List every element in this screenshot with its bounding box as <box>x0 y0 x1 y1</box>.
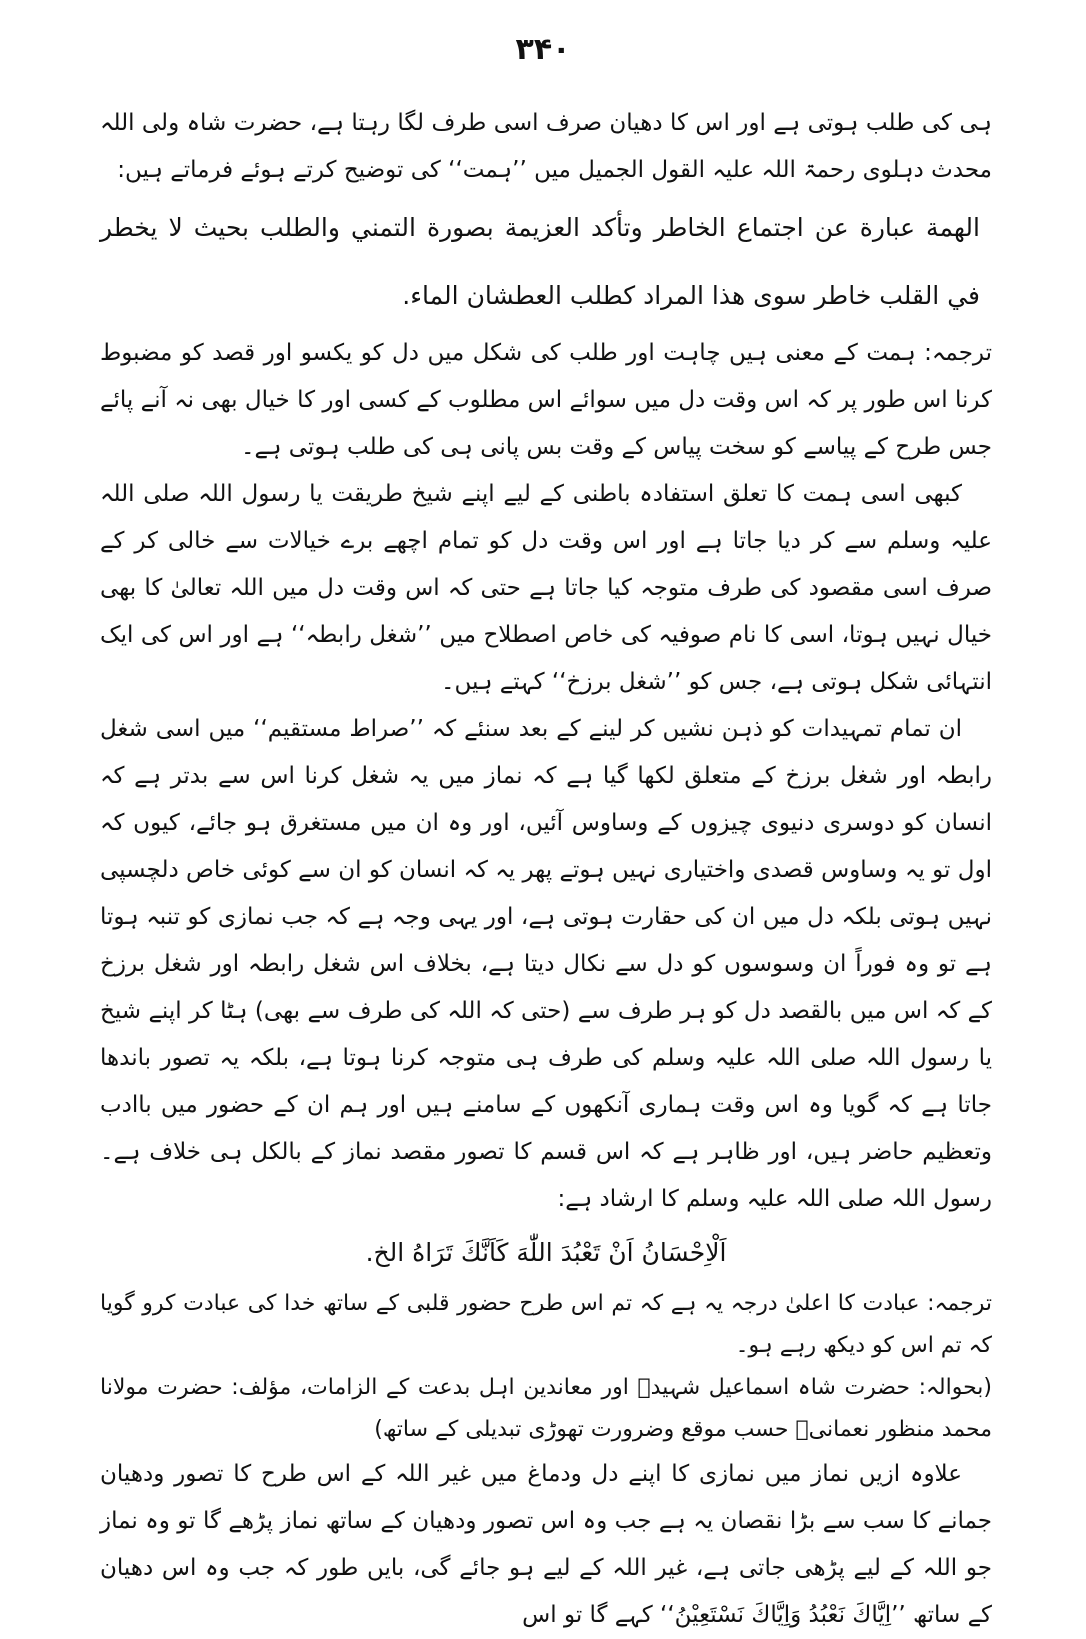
paragraph-rabita: کبھی اسی ہمت کا تعلق استفادہ باطنی کے لیے اپنے شیخ طریقت یا رسول اللہ صلی اللہ علیہ وسلم سے کر دیا جاتا ہے اور اس وقت دل کو تمام اچھے برے خیالات سے خالی کر کے صرف اسی مقصود کی طرف متوجہ کیا جاتا ہے حتی کہ اس وقت دل میں اللہ تعالیٰ کا بھی خیال نہیں ہوتا، اسی کا نام صوفیہ کی خاص اصطلاح میں ’’شغل رابطہ‘‘ ہے اور اس کی ایک انتہائی شکل ہوتی ہے، جس کو ’’شغل برزخ‘‘ کہتے ہیں۔ <box>100 481 992 695</box>
reference-note: (بحوالہ: حضرت شاہ اسماعیل شہیدؒ اور معاندین اہل بدعت کے الزامات، مؤلف: حضرت مولانا محمد منظور نعمانیؒ حسب موقع وضرورت تھوڑی تبدیلی کے ساتھ) <box>100 1375 992 1442</box>
page-body <box>100 100 992 1639</box>
hadith-quote: اَلْاِحْسَانُ اَنْ تَعْبُدَ اللّٰهَ كَاَنَّكَ تَرَاهُ الخ. <box>365 1238 727 1267</box>
paragraph-conclusion: علاوہ ازیں نماز میں نمازی کا اپنے دل ودماغ میں غیر اللہ کے اس طرح کا تصور ودھیان جمانے کا سب سے بڑا نقصان یہ ہے جب وہ اس تصور ودھیان کے ساتھ نماز پڑھے گا تو وہ نماز جو اللہ کے لیے پڑھی جاتی ہے، غیر اللہ کے لیے ہو جائے گی، بایں طور کہ جب وہ اس دھیان کے ساتھ ’’اِيَّاكَ نَعْبُدُ وَاِيَّاكَ نَسْتَعِيْنُ‘‘ کہے گا تو اس <box>100 1461 992 1628</box>
hadith-translation: ترجمہ: عبادت کا اعلیٰ درجہ یہ ہے کہ تم اس طرح حضور قلبی کے ساتھ خدا کی عبادت کرو گویا کہ تم اس کو دیکھ رہے ہو۔ <box>100 1291 992 1358</box>
paragraph-intro: ہی کی طلب ہوتی ہے اور اس کا دھیان صرف اسی طرف لگا رہتا ہے، حضرت شاہ ولی اللہ محدث دہلوی رحمۃ اللہ علیہ القول الجمیل میں ’’ہمت‘‘ کی توضیح کرتے ہوئے فرماتے ہیں: <box>100 110 992 183</box>
paragraph-sirat: ان تمام تمہیدات کو ذہن نشیں کر لینے کے بعد سنئے کہ ’’صراط مستقیم‘‘ میں اسی شغل رابطہ اور شغل برزخ کے متعلق لکھا گیا ہے کہ نماز میں یہ شغل کرنا اس سے بدتر ہے کہ انسان کو دوسری دنیوی چیزوں کے وساوس آئیں، اور وہ ان میں مستغرق ہو جائے، کیوں کہ اول تو یہ وساوس قصدی واختیاری نہیں ہوتے پھر یہ کہ انسان کو ان سے کوئی خاص دلچسپی نہیں ہوتی بلکہ دل میں ان کی حقارت ہوتی ہے، اور یہی وجہ ہے کہ جب نمازی کو تنبہ ہوتا ہے تو وہ فوراً ان وسوسوں کو دل سے نکال دیتا ہے، بخلاف اس شغل رابطہ اور شغل برزخ کے کہ اس میں بالقصد دل کو ہر طرف سے (حتی کہ اللہ کی طرف سے بھی) ہٹا کر اپنے شیخ یا رسول اللہ صلی اللہ علیہ وسلم کی طرف ہی متوجہ کرنا ہوتا ہے، بلکہ یہ تصور باندھا جاتا ہے کہ گویا وہ اس وقت ہماری آنکھوں کے سامنے ہیں اور ہم ان کے حضور میں باادب وتعظیم حاضر ہیں، اور ظاہر ہے کہ اس قسم کا تصور مقصد نماز کے بالکل ہی خلاف ہے۔ رسول اللہ صلی اللہ علیہ وسلم کا ارشاد ہے: <box>100 716 992 1212</box>
page-number: ۳۴۰ <box>515 32 571 67</box>
translation-paragraph: ترجمہ: ہمت کے معنی ہیں چاہت اور طلب کی شکل میں دل کو یکسو اور قصد کو مضبوط کرنا اس طور پر کہ اس وقت دل میں سوائے اس مطلوب کے کسی اور کا خیال بھی نہ آنے پائے جس طرح کے پیاسے کو سخت پیاس کے وقت بس پانی ہی کی طلب ہوتی ہے۔ <box>100 340 992 460</box>
arabic-quote: الهمة عبارة عن اجتماع الخاطر وتأكد العزيمة بصورة التمني والطلب بحيث لا يخطر في القلب خاطر سوى هذا المراد كطلب العطشان الماء. <box>100 213 980 310</box>
